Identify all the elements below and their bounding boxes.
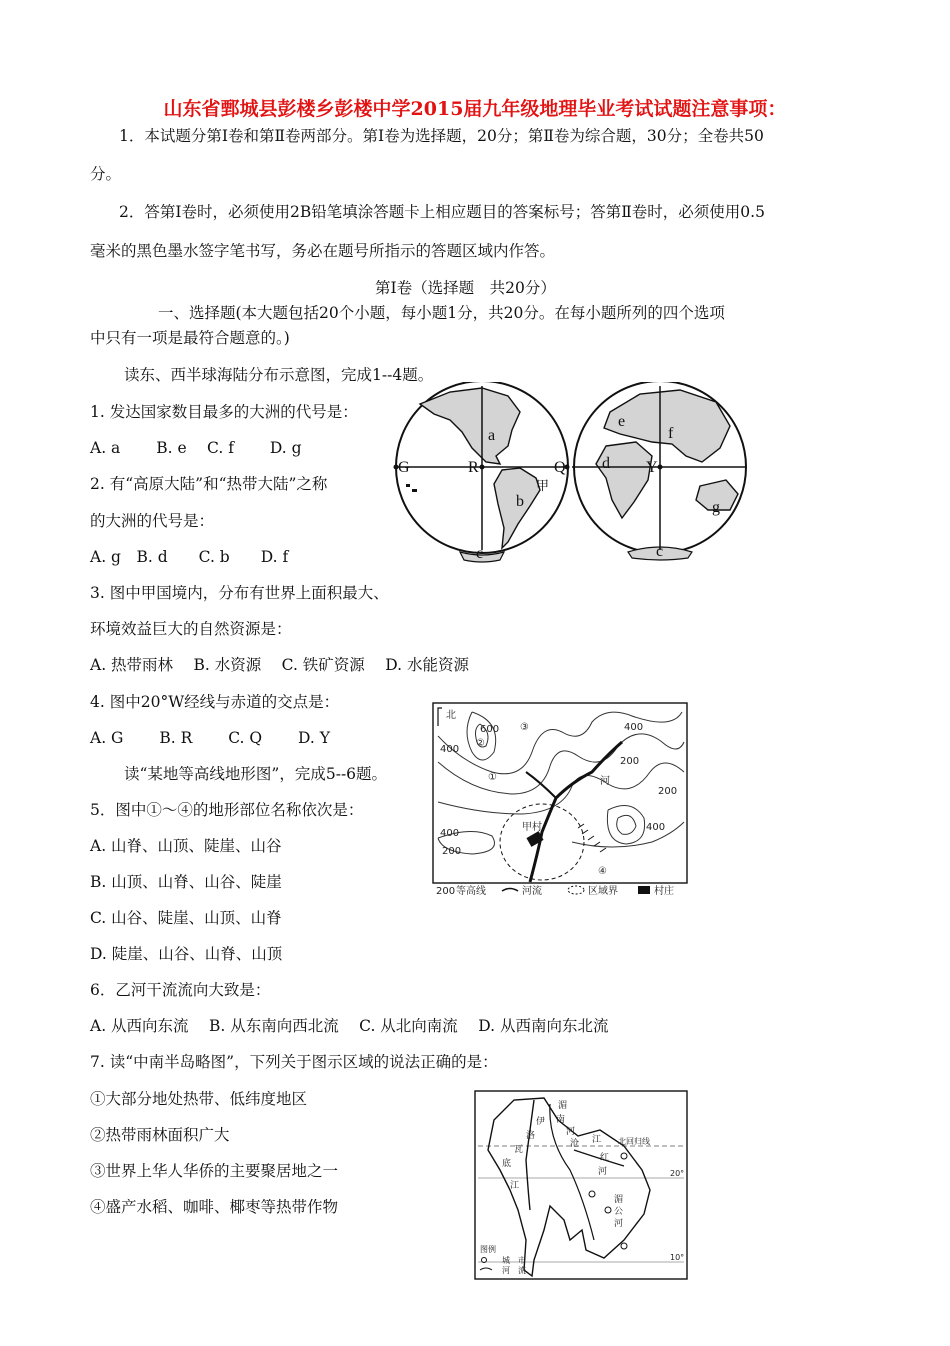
contour-value-400-d: 400 — [646, 822, 666, 833]
question-7: 7. 读“中南半岛略图”，下列关于图示区域的说法正确的是： — [90, 1053, 498, 1071]
lat-label-20: 20° — [670, 1169, 685, 1178]
river-char: 河 — [614, 1219, 624, 1229]
legend-river-label: 河 流 — [502, 1266, 526, 1275]
point-label-q: Q — [554, 459, 566, 476]
contour-map — [432, 702, 688, 902]
read-instruction-1: 读东、西半球海陆分布示意图，完成1--4题。 — [124, 366, 434, 384]
marker-4: ④ — [598, 866, 607, 877]
contour-legend — [436, 884, 674, 897]
marker-3: ③ — [520, 722, 529, 733]
continent-label-c: c — [476, 545, 484, 562]
river-char: 河 — [598, 1167, 608, 1177]
continent-label-f: f — [668, 425, 674, 442]
river-char: 底 — [502, 1159, 512, 1169]
hemisphere-map — [390, 382, 752, 568]
question-6: 6．乙河干流流向大致是： — [90, 981, 271, 999]
contour-value-200-b: 200 — [442, 846, 462, 857]
question-7-statement-4: ④盛产水稻、咖啡、椰枣等热带作物 — [90, 1198, 339, 1216]
continent-label-d: d — [602, 455, 610, 472]
note-2-line-1: 2．答第Ⅰ卷时，必须使用2B铅笔填涂答题卡上相应题目的答案标号；答第Ⅱ卷时，必须使用0.5 — [119, 203, 765, 221]
question-5: 5．图中①～④的地形部位名称依次是： — [90, 801, 364, 819]
point-y-dot — [658, 465, 663, 470]
legend-contour-value: 200 — [436, 886, 456, 897]
river-char: 湄 — [558, 1101, 568, 1111]
legend-boundary-label: 区域界 — [588, 886, 618, 897]
river-char: 公 — [614, 1207, 624, 1217]
river-char: 江 — [592, 1135, 602, 1145]
note-2-line-2: 毫米的黑色墨水签字笔书写，务必在题号所指示的答题区域内作答。 — [90, 242, 556, 260]
question-3-line-2: 环境效益巨大的自然资源是： — [90, 620, 292, 638]
contour-value-400-c: 400 — [440, 828, 460, 839]
river-char: 河 — [566, 1127, 576, 1137]
river-char: 洛 — [526, 1131, 536, 1141]
river-char: 红 — [600, 1153, 610, 1163]
point-label-r: R — [468, 459, 479, 476]
legend-title: 图例 — [480, 1245, 496, 1254]
legend-village-icon — [638, 886, 650, 894]
tropic-label: 北回归线 — [618, 1137, 650, 1146]
river-char: 瓦 — [514, 1145, 524, 1155]
question-5-option-c: C. 山谷、陡崖、山顶、山脊 — [90, 909, 282, 927]
section-heading: 第Ⅰ卷（选择题 共20分） — [375, 279, 556, 297]
question-4: 4. 图中20°W经线与赤道的交点是： — [90, 693, 340, 711]
legend-village-label: 村庄 — [654, 886, 674, 897]
river-label: 河 — [600, 776, 610, 787]
question-2-options: A. g B. d C. b D. f — [90, 548, 289, 566]
marker-1: ① — [488, 772, 497, 783]
question-5-option-d: D. 陡崖、山谷、山脊、山顶 — [90, 945, 283, 963]
question-5-option-b: B. 山顶、山脊、山谷、陡崖 — [90, 873, 282, 891]
continent-label-c-east: c — [656, 543, 664, 560]
contour-value-400-b: 400 — [624, 722, 644, 733]
village-label: 甲村 — [522, 822, 542, 833]
river-char: 伊 — [536, 1117, 546, 1127]
question-4-options: A. G B. R C. Q D. Y — [90, 729, 330, 747]
continent-label-g: g — [712, 499, 720, 516]
legend-contour-label: 等高线 — [456, 886, 486, 897]
read-instruction-2: 读“某地等高线地形图”，完成5--6题。 — [124, 765, 388, 783]
eastern-hemisphere — [572, 382, 746, 560]
continent-label-b: b — [516, 493, 524, 510]
question-2-line-1: 2. 有“高原大陆”和“热带大陆”之称 — [90, 475, 328, 493]
question-1-options: A. a B. e C. f D. g — [90, 439, 302, 457]
point-label-y: Y — [646, 459, 658, 476]
river-char: 江 — [510, 1181, 520, 1191]
contour-value-200-c: 200 — [658, 786, 678, 797]
question-7-statement-3: ③世界上华人华侨的主要聚居地之一 — [90, 1162, 339, 1180]
lat-label-10: 10° — [670, 1253, 685, 1262]
section-intro-line-1: 一、选择题(本大题包括20个小题，每小题1分，共20分。在每小题所列的四个选项 — [158, 304, 725, 322]
point-r-dot — [480, 465, 485, 470]
river-char: 南 — [556, 1115, 566, 1125]
legend-city-label: 城 市 — [502, 1256, 526, 1265]
indochina-map — [474, 1090, 694, 1282]
question-7-statement-1: ①大部分地处热带、低纬度地区 — [90, 1090, 308, 1108]
legend-boundary-icon — [568, 886, 584, 894]
north-label: 北 — [446, 710, 456, 721]
note-1-line-1: 1．本试题分第Ⅰ卷和第Ⅱ卷两部分。第Ⅰ卷为选择题，20分；第Ⅱ卷为综合题，30分；全卷共50 — [119, 127, 764, 145]
section-intro-line-2: 中只有一项是最符合题意的。) — [90, 329, 290, 347]
marker-2: ② — [476, 738, 485, 749]
question-6-options: A. 从西向东流 B. 从东南向西北流 C. 从北向南流 D. 从西南向东北流 — [90, 1017, 609, 1035]
note-1-line-2: 分。 — [90, 165, 122, 183]
page-title: 山东省鄄城县彭楼乡彭楼中学2015届九年级地理毕业考试试题注意事项： — [163, 98, 787, 120]
question-2-line-2: 的大洲的代号是： — [90, 512, 215, 530]
question-3-line-1: 3. 图中甲国境内，分布有世界上面积最大、 — [90, 584, 389, 602]
legend-river-icon — [502, 889, 518, 892]
question-7-statement-2: ②热带雨林面积广大 — [90, 1126, 230, 1144]
river-char: 沧 — [570, 1139, 580, 1149]
question-5-option-a: A. 山脊、山顶、陡崖、山谷 — [90, 837, 282, 855]
point-label-g: G — [398, 459, 410, 476]
question-3-options: A. 热带雨林 B. 水资源 C. 铁矿资源 D. 水能资源 — [90, 656, 469, 674]
question-1: 1. 发达国家数目最多的大洲的代号是： — [90, 403, 358, 421]
country-label-jia: 甲 — [536, 478, 550, 493]
contour-value-400-a: 400 — [440, 744, 460, 755]
continent-label-e: e — [618, 413, 626, 430]
legend-river-label: 河流 — [522, 886, 542, 897]
contour-value-200-a: 200 — [620, 756, 640, 767]
contour-value-600: 600 — [480, 724, 500, 735]
continent-label-a: a — [488, 427, 496, 444]
river-char: 湄 — [614, 1195, 624, 1205]
